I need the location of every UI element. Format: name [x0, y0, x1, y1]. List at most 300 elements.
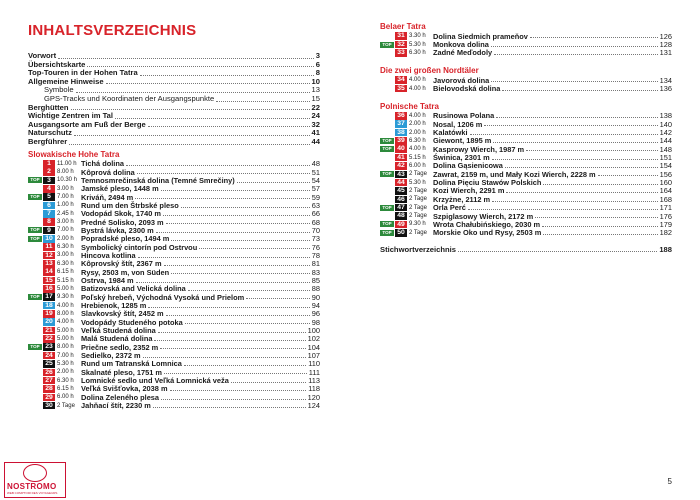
- tour-entry[interactable]: [380, 145, 672, 153]
- tour-duration: 6.30 h: [57, 244, 74, 251]
- tour-number-badge: 37: [395, 120, 407, 128]
- tour-number-badge: 47: [395, 204, 407, 212]
- tour-page: 68: [311, 217, 320, 227]
- tour-number-badge: 14: [43, 268, 55, 276]
- tour-list-polish: [380, 112, 672, 237]
- tour-number-badge: 42: [395, 162, 407, 170]
- tour-page: 126: [659, 31, 672, 41]
- toc-entry-page: 15: [311, 93, 320, 103]
- tour-duration: 2.00 h: [57, 235, 74, 242]
- tour-page: 63: [311, 200, 320, 210]
- tour-name: Sedielko, 2372 m: [81, 351, 141, 361]
- tour-page: 120: [307, 392, 320, 402]
- tour-list-slovak: [28, 160, 320, 410]
- tour-page: 100: [307, 326, 320, 336]
- tour-name: Szpiglasowy Wierch, 2172 m: [433, 211, 534, 221]
- tour-duration: 5.30 h: [409, 179, 426, 186]
- tour-entry[interactable]: [380, 178, 672, 186]
- toc-entry-label: Symbole: [44, 85, 74, 95]
- dot-leader: [468, 208, 658, 210]
- tour-page: 148: [659, 144, 672, 154]
- tour-entry[interactable]: [28, 210, 320, 218]
- tour-page: 110: [308, 359, 320, 369]
- tour-duration: 8.00 h: [57, 344, 74, 351]
- dot-leader: [484, 124, 657, 126]
- toc-entry-page: 13: [311, 85, 320, 95]
- tour-number-badge: 11: [43, 243, 55, 251]
- tour-page: 90: [311, 292, 320, 302]
- dot-leader: [166, 314, 310, 316]
- tour-entry[interactable]: [28, 402, 320, 410]
- top-badge: TOP: [380, 230, 394, 236]
- tour-duration: 4.00 h: [57, 302, 74, 309]
- section-heading-belianske: Belaer Tatra: [380, 22, 426, 31]
- tour-name: Symbolický cintorín pod Ostrvou: [81, 242, 198, 252]
- left-column: [28, 22, 320, 410]
- tour-page: 66: [311, 209, 320, 219]
- tour-name: Priečne sedlo, 2352 m: [81, 342, 159, 352]
- tour-entry[interactable]: [28, 160, 320, 168]
- dot-leader: [216, 100, 309, 102]
- toc-entry-page: 6: [315, 59, 320, 69]
- dot-leader: [140, 74, 314, 76]
- tour-entry[interactable]: [28, 343, 320, 351]
- page-number: 5: [667, 477, 672, 486]
- dot-leader: [491, 45, 658, 47]
- tour-number-badge: 3: [43, 177, 55, 185]
- tour-name: Dolina Pięciu Stawów Polskich: [433, 178, 542, 188]
- top-badge: TOP: [380, 138, 394, 144]
- tour-name: Malá Studená dolina: [81, 334, 153, 344]
- dot-leader: [458, 250, 657, 252]
- tour-entry[interactable]: [28, 226, 320, 234]
- dot-leader: [530, 36, 658, 38]
- tour-duration: 5.15 h: [409, 154, 426, 161]
- tour-number-badge: 39: [395, 137, 407, 145]
- dot-leader: [143, 356, 306, 358]
- tour-number-badge: 44: [395, 179, 407, 187]
- toc-entry-page: 41: [311, 128, 320, 138]
- tour-number-badge: 17: [43, 293, 55, 301]
- tour-name: Predné Solisko, 2093 m: [81, 217, 164, 227]
- dot-leader: [87, 65, 313, 67]
- tour-page: 134: [659, 75, 672, 85]
- tour-name: Veľká Svišťovka, 2038 m: [81, 384, 168, 394]
- tour-page: 107: [307, 351, 320, 361]
- tour-name: Morskie Oko und Rysy, 2503 m: [433, 228, 542, 238]
- tour-duration: 5.00 h: [57, 327, 74, 334]
- tour-page: 179: [659, 219, 672, 229]
- tour-name: Zadné Meďodoly: [433, 48, 493, 58]
- tour-duration: 4.00 h: [409, 85, 426, 92]
- tour-entry[interactable]: [28, 385, 320, 393]
- dot-leader: [543, 183, 657, 185]
- tour-number-badge: 1: [43, 160, 55, 168]
- tour-entry[interactable]: [28, 318, 320, 326]
- dot-leader: [115, 117, 310, 119]
- tour-name: Jamské pleso, 1448 m: [81, 184, 159, 194]
- tour-duration: 6.15 h: [57, 385, 74, 392]
- tour-page: 176: [659, 211, 672, 221]
- tour-number-badge: 7: [43, 210, 55, 218]
- tour-name: Wrota Chałubińskiego, 2030 m: [433, 219, 541, 229]
- tour-duration: 6.30 h: [409, 137, 426, 144]
- tour-name: Vodopád Skok, 1740 m: [81, 209, 161, 219]
- dot-leader: [543, 233, 657, 235]
- toc-entry[interactable]: [28, 138, 320, 147]
- tour-duration: 8.00 h: [57, 310, 74, 317]
- tour-entry[interactable]: [380, 32, 672, 40]
- tour-number-badge: 24: [43, 352, 55, 360]
- dot-leader: [542, 225, 658, 227]
- tour-name: Dolina Siedmich prameňov: [433, 31, 528, 41]
- tour-entry[interactable]: [380, 137, 672, 145]
- dot-leader: [492, 158, 658, 160]
- tour-page: 104: [307, 342, 320, 352]
- dot-leader: [231, 381, 306, 383]
- globe-icon: [23, 464, 47, 482]
- tour-number-badge: 2: [43, 168, 55, 176]
- index-label: Stichwortverzeichnis: [380, 244, 456, 254]
- tour-duration: 7.00 h: [57, 194, 74, 201]
- dot-leader: [160, 347, 305, 349]
- tour-number-badge: 31: [395, 32, 407, 40]
- tour-name: Rund um Tatranská Lomnica: [81, 359, 182, 369]
- tour-duration: 6.30 h: [57, 260, 74, 267]
- dot-leader: [148, 125, 310, 127]
- tour-name: Hincova kotlina: [81, 250, 136, 260]
- tour-name: Skalnaté pleso, 1751 m: [81, 367, 162, 377]
- tour-name: Kôprová dolina: [81, 167, 135, 177]
- toc-entry-label: Bergführer: [28, 136, 68, 146]
- toc-entry-label: Allgemeine Hinweise: [28, 76, 104, 86]
- toc-entry[interactable]: [28, 129, 320, 138]
- tour-entry[interactable]: [28, 176, 320, 184]
- dot-leader: [76, 91, 310, 93]
- tour-number-badge: 25: [43, 360, 55, 368]
- dot-leader: [237, 181, 310, 183]
- tour-name: Kôprovský štít, 2367 m: [81, 259, 162, 269]
- tour-page: 81: [311, 259, 320, 269]
- tour-list-valleys: [380, 76, 672, 93]
- dot-leader: [153, 406, 306, 408]
- tour-name: Lomnické sedlo und Veľká Lomnická veža: [81, 376, 229, 386]
- toc-entry-label: Übersichtskarte: [28, 59, 86, 69]
- tour-entry[interactable]: [380, 120, 672, 128]
- tour-page: 156: [659, 169, 672, 179]
- tour-name: Temnosmrečinská dolina (Temné Smrečiny): [81, 175, 235, 185]
- dot-leader: [71, 108, 310, 110]
- tour-page: 113: [308, 376, 320, 386]
- dot-leader: [493, 141, 657, 143]
- tour-entry[interactable]: [380, 195, 672, 203]
- index-page: 188: [659, 244, 672, 254]
- tour-duration: 2 Tage: [409, 204, 427, 211]
- tour-duration: 4.00 h: [409, 77, 426, 84]
- tour-page: 136: [659, 84, 672, 94]
- tour-entry[interactable]: [380, 153, 672, 161]
- tour-list-belianske: [380, 32, 672, 57]
- toc-entry-page: 24: [311, 111, 320, 121]
- tour-name: Giewont, 1895 m: [433, 136, 492, 146]
- tour-page: 88: [311, 284, 320, 294]
- tour-name: Orla Perć: [433, 203, 466, 213]
- dot-leader: [199, 247, 310, 249]
- tour-page: 160: [659, 178, 672, 188]
- dot-leader: [135, 197, 310, 199]
- tour-name: Popradské pleso, 1494 m: [81, 234, 170, 244]
- tour-page: 124: [307, 401, 320, 411]
- tour-entry[interactable]: [380, 49, 672, 57]
- dot-leader: [163, 214, 310, 216]
- tour-number-badge: 10: [43, 235, 55, 243]
- tour-name: Jahňací štít, 2230 m: [81, 401, 151, 411]
- tour-duration: 8.00 h: [57, 169, 74, 176]
- tour-entry[interactable]: [28, 218, 320, 226]
- tour-page: 102: [307, 334, 320, 344]
- tour-entry[interactable]: [28, 185, 320, 193]
- tour-entry[interactable]: [28, 201, 320, 209]
- tour-name: Slavkovský štít, 2452 m: [81, 309, 164, 319]
- tour-duration: 2 Tage: [409, 213, 427, 220]
- dot-leader: [246, 297, 310, 299]
- dot-leader: [164, 372, 307, 374]
- tour-number-badge: 48: [395, 212, 407, 220]
- section-heading-slovak: Slowakische Hohe Tatra: [28, 149, 120, 159]
- tour-page: 171: [659, 203, 672, 213]
- tour-entry[interactable]: [28, 293, 320, 301]
- top-badge: TOP: [28, 294, 42, 300]
- dot-leader: [502, 89, 657, 91]
- tour-duration: 10.30 h: [57, 177, 78, 184]
- tour-name: Kalatówki: [433, 128, 468, 138]
- top-badge: TOP: [380, 171, 394, 177]
- tour-entry[interactable]: [28, 251, 320, 259]
- section-heading-valleys: Die zwei großen Nordtäler: [380, 66, 479, 76]
- tour-entry[interactable]: [28, 335, 320, 343]
- toc-entry[interactable]: [28, 95, 320, 104]
- tour-name: Rusinowa Polana: [433, 111, 495, 121]
- tour-duration: 1.00 h: [57, 202, 74, 209]
- toc-entry-label: Ausgangsorte am Fuß der Berge: [28, 119, 146, 129]
- toc-entry-page: 22: [311, 102, 320, 112]
- tour-number-badge: 33: [395, 49, 407, 57]
- tour-name: Dolina Zeleného plesa: [81, 392, 160, 402]
- dot-leader: [188, 289, 310, 291]
- tour-page: 168: [659, 194, 672, 204]
- tour-name: Świnica, 2301 m: [433, 153, 490, 163]
- tour-number-badge: 34: [395, 76, 407, 84]
- toc-entry-page: 3: [315, 51, 320, 60]
- top-badge: TOP: [380, 205, 394, 211]
- tour-duration: 6.00 h: [409, 162, 426, 169]
- tour-duration: 2 Tage: [57, 402, 75, 409]
- toc-entry-page: 10: [311, 76, 320, 86]
- tour-duration: 2.45 h: [57, 210, 74, 217]
- toc-entry-page: 8: [315, 68, 320, 78]
- tour-name: Hrebienok, 1285 m: [81, 301, 147, 311]
- tour-page: 140: [659, 119, 672, 129]
- tour-page: 118: [308, 384, 320, 394]
- dot-leader: [185, 322, 310, 324]
- tour-page: 59: [311, 192, 320, 202]
- dot-leader: [171, 239, 309, 241]
- tour-number-badge: 6: [43, 202, 55, 210]
- tour-name: Krzyżne, 2112 m: [433, 194, 491, 204]
- dot-leader: [166, 222, 310, 224]
- tour-duration: 2 Tage: [409, 187, 427, 194]
- tour-page: 94: [311, 301, 320, 311]
- index-entry[interactable]: [380, 246, 672, 255]
- tour-page: 182: [659, 228, 672, 238]
- tour-name: Poľský hrebeň, Východná Vysoká und Prielom: [81, 292, 245, 302]
- dot-leader: [126, 164, 310, 166]
- top-badge: TOP: [380, 146, 394, 152]
- tour-duration: 3.00 h: [57, 219, 74, 226]
- dot-leader: [161, 189, 310, 191]
- tour-page: 76: [311, 242, 320, 252]
- tour-page: 83: [311, 267, 320, 277]
- tour-entry[interactable]: [380, 112, 672, 120]
- dot-leader: [69, 143, 309, 145]
- dot-leader: [74, 134, 310, 136]
- tour-entry[interactable]: [28, 376, 320, 384]
- tour-entry[interactable]: [380, 229, 672, 237]
- tour-number-badge: 9: [43, 227, 55, 235]
- tour-duration: 5.15 h: [57, 277, 74, 284]
- tour-name: Kozi Wierch, 2291 m: [433, 186, 505, 196]
- tour-duration: 2.00 h: [409, 121, 426, 128]
- dot-leader: [181, 206, 310, 208]
- dot-leader: [154, 339, 305, 341]
- tour-number-badge: 32: [395, 41, 407, 49]
- dot-leader: [158, 331, 306, 333]
- tour-number-badge: 35: [395, 85, 407, 93]
- tour-duration: 6.30 h: [57, 377, 74, 384]
- tour-name: Bielovodská dolina: [433, 84, 501, 94]
- dot-leader: [184, 364, 306, 366]
- tour-duration: 5.30 h: [57, 360, 74, 367]
- toc-entry-label: GPS-Tracks und Koordinaten der Ausgangspunkte: [44, 93, 215, 103]
- tour-duration: 3.00 h: [57, 185, 74, 192]
- tour-name: Vodopády Studeného potoka: [81, 317, 183, 327]
- dot-leader: [496, 116, 657, 118]
- tour-entry[interactable]: [28, 393, 320, 401]
- top-badge: TOP: [380, 221, 394, 227]
- tour-entry[interactable]: [380, 84, 672, 92]
- tour-duration: 2 Tage: [409, 229, 427, 236]
- dot-leader: [137, 172, 310, 174]
- toc-entry-label: Vorwort: [28, 51, 57, 60]
- tour-entry[interactable]: [28, 360, 320, 368]
- tour-number-badge: 27: [43, 377, 55, 385]
- tour-name: Kriváň, 2494 m: [81, 192, 134, 202]
- tour-number-badge: 50: [395, 229, 407, 237]
- tour-page: 54: [311, 175, 320, 185]
- tour-number-badge: 15: [43, 277, 55, 285]
- tour-duration: 2.00 h: [409, 129, 426, 136]
- tour-page: 164: [659, 186, 672, 196]
- tour-number-badge: 13: [43, 260, 55, 268]
- toc-entry-label: Berghütten: [28, 102, 69, 112]
- tour-duration: 11.00 h: [57, 160, 77, 167]
- tour-duration: 9.30 h: [57, 294, 74, 301]
- tour-page: 85: [311, 276, 320, 286]
- tour-duration: 4.00 h: [57, 319, 74, 326]
- section-heading-polish: Polnische Tatra: [380, 101, 439, 111]
- tour-number-badge: 4: [43, 185, 55, 193]
- tour-duration: 3.30 h: [409, 33, 426, 40]
- tour-duration: 3.00 h: [57, 252, 74, 259]
- tour-entry[interactable]: [28, 260, 320, 268]
- tour-name: Rund um den Štrbské pleso: [81, 200, 179, 210]
- tour-number-badge: 41: [395, 154, 407, 162]
- tour-number-badge: 26: [43, 369, 55, 377]
- right-column: [380, 22, 672, 254]
- tour-entry[interactable]: [28, 326, 320, 334]
- tour-page: 111: [308, 367, 320, 377]
- top-badge: TOP: [28, 227, 42, 233]
- dot-leader: [491, 80, 657, 82]
- tour-page: 96: [311, 309, 320, 319]
- logo-subtitle: WEB COMPTOIR DES VOYAGEURS: [7, 491, 58, 495]
- tour-number-badge: 20: [43, 318, 55, 326]
- tour-duration: 5.00 h: [57, 285, 74, 292]
- tour-number-badge: 19: [43, 310, 55, 318]
- dot-leader: [164, 264, 310, 266]
- tour-number-badge: 29: [43, 394, 55, 402]
- tour-duration: 5.00 h: [57, 335, 74, 342]
- tour-entry[interactable]: [28, 268, 320, 276]
- toc-entry-label: Top-Touren in der Hohen Tatra: [28, 68, 138, 78]
- tour-page: 142: [659, 128, 672, 138]
- tour-duration: 4.00 h: [409, 146, 426, 153]
- top-badge: TOP: [380, 42, 394, 48]
- tour-duration: 7.00 h: [57, 227, 74, 234]
- tour-entry[interactable]: [28, 243, 320, 251]
- tour-name: Batizovská and Velická dolina: [81, 284, 186, 294]
- dot-leader: [156, 231, 310, 233]
- tour-number-badge: 43: [395, 171, 407, 179]
- tour-name: Dolina Gąsienicowa: [433, 161, 503, 171]
- tour-duration: 2 Tage: [409, 171, 427, 178]
- tour-entry[interactable]: [380, 128, 672, 136]
- tour-name: Zawrat, 2159 m, und Mały Kozi Wierch, 2228 m: [433, 169, 596, 179]
- tour-duration: 7.00 h: [57, 352, 74, 359]
- tour-entry[interactable]: [380, 76, 672, 84]
- dot-leader: [148, 306, 309, 308]
- logo-word: NOSTROMO: [7, 482, 57, 491]
- page-title: INHALTSVERZEICHNIS: [28, 22, 197, 39]
- tour-page: 57: [311, 184, 320, 194]
- tour-entry[interactable]: [28, 301, 320, 309]
- tour-name: Rysy, 2503 m, von Süden: [81, 267, 170, 277]
- dot-leader: [136, 281, 310, 283]
- tour-number-badge: 8: [43, 218, 55, 226]
- tour-number-badge: 18: [43, 302, 55, 310]
- tour-page: 151: [659, 153, 672, 163]
- tour-entry[interactable]: [380, 40, 672, 48]
- top-badge: TOP: [28, 194, 42, 200]
- dot-leader: [494, 53, 658, 55]
- front-matter-list: [28, 52, 320, 147]
- tour-entry[interactable]: [380, 187, 672, 195]
- tour-page: 51: [311, 167, 320, 177]
- tour-name: Veľká Studená dolina: [81, 326, 156, 336]
- tour-number-badge: 40: [395, 145, 407, 153]
- dot-leader: [470, 133, 658, 135]
- top-badge: TOP: [28, 344, 42, 350]
